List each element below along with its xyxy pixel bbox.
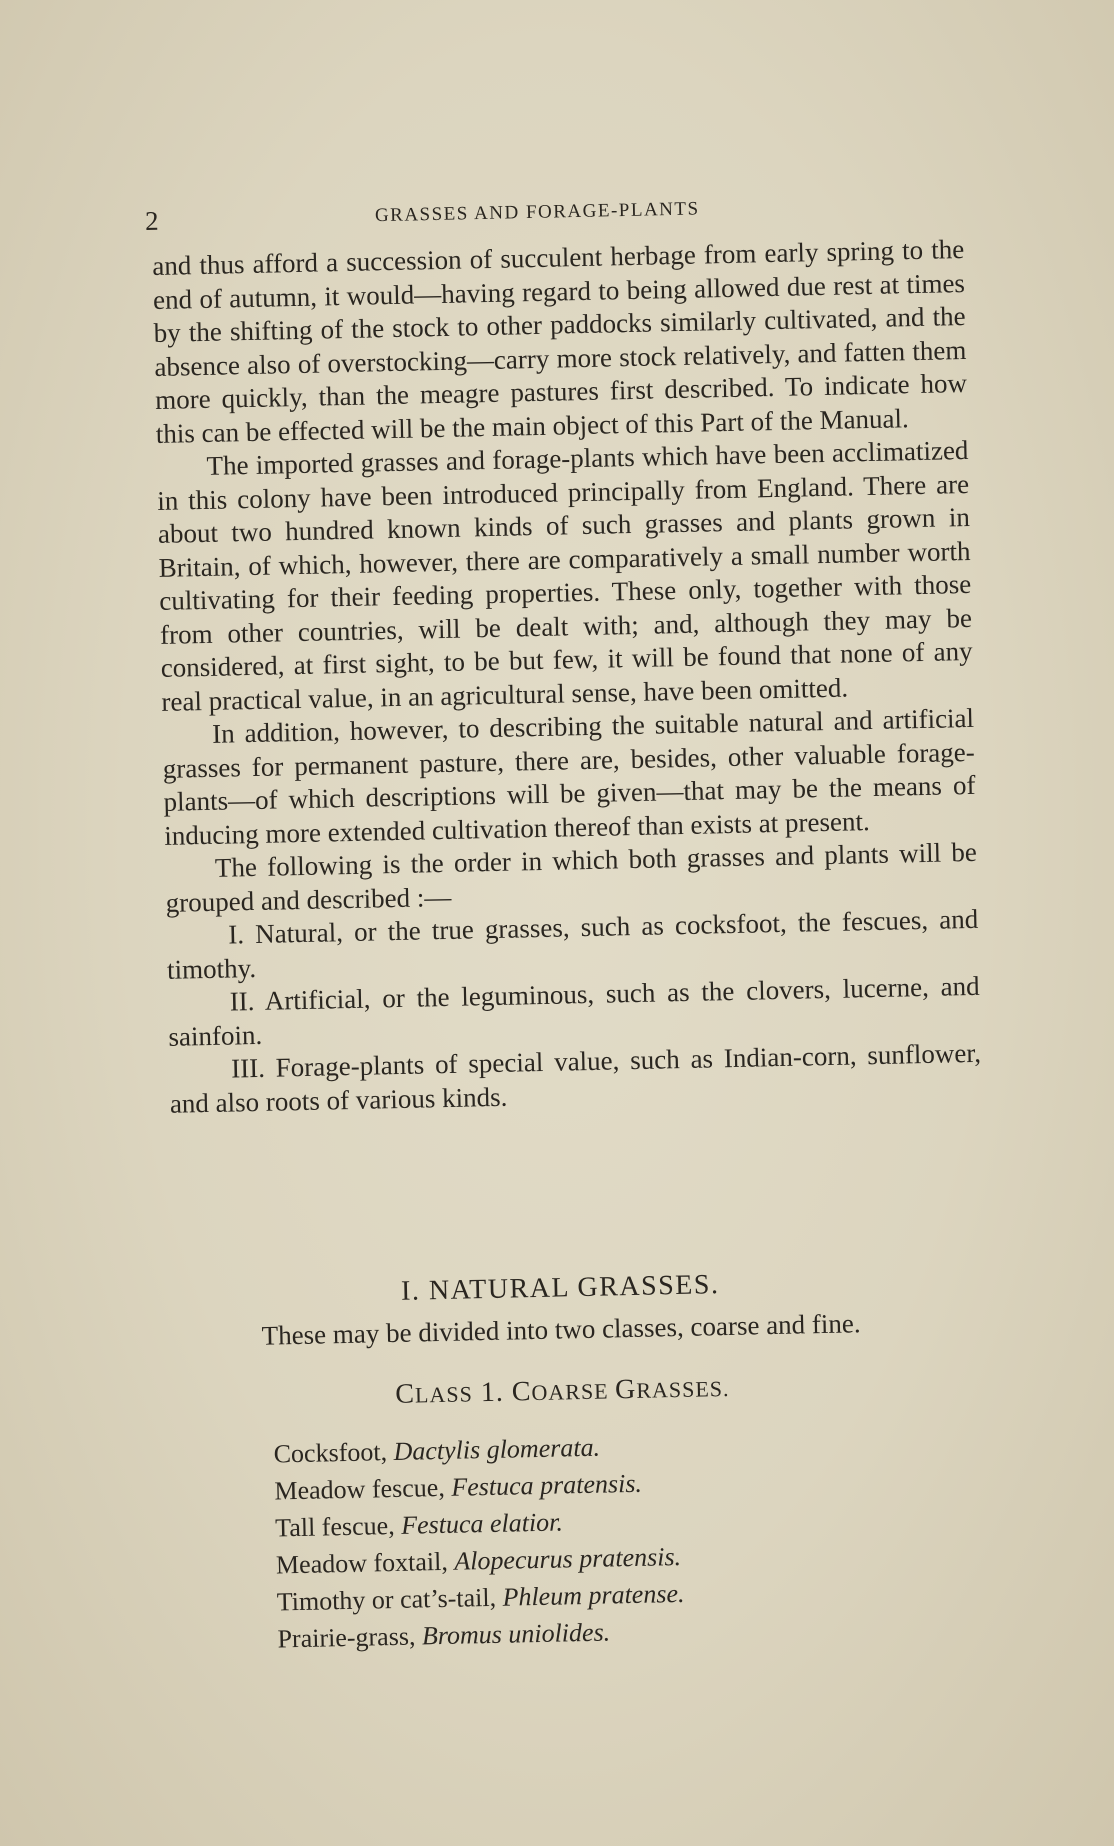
section-intro: These may be divided into two classes, coarse and fine. bbox=[261, 1308, 861, 1351]
group-item: II. Artificial, or the leguminous, such as the clovers, lucerne, and sainfoin. bbox=[168, 970, 980, 1052]
grass-latin-name: Dactylis glomerata. bbox=[393, 1432, 601, 1466]
class-title-part: C bbox=[394, 1378, 416, 1410]
page-header bbox=[145, 183, 966, 240]
class-title-part: RASSES. bbox=[636, 1375, 730, 1403]
running-head: GRASSES AND FORAGE-PLANTS bbox=[374, 198, 700, 227]
group-item: I. Natural, or the true grasses, such as cocksfoot, the fescues, and timothy. bbox=[166, 903, 979, 985]
group-item: III. Forage-plants of special value, such as Indian-corn, sunflower, and also roots of various kinds. bbox=[169, 1037, 982, 1119]
grass-latin-name: Alopecurus pratensis. bbox=[453, 1541, 682, 1576]
natural-grasses-section bbox=[200, 1265, 928, 1659]
body-text bbox=[152, 233, 982, 1121]
grass-list bbox=[273, 1422, 928, 1658]
grass-common-name: Cocksfoot, bbox=[273, 1436, 394, 1469]
paragraph: and thus afford a succession of succulent herbage from early spring to the end of autumn, it would—having regard to being allowed due rest at times by the shifting of the stock to other paddocks similarly cultivated, and the absence also of overstocking—carry more stock relatively, and fatten them more quickly, than the meagre pastures first described. To indicate how this can be effected will be the main object of this Part of the Manual. bbox=[152, 233, 968, 449]
paragraph: The imported grasses and forage-plants which have been acclimatized in this colony have been introduced principally from England. There are about two hundred known kinds of such grasses and plants grown in Britain, of which, however, there are comparatively a small number worth cultivating for their feeding properties. These only, together with those from other countries, will be dealt with; and, although they may be considered, at first sight, to be but few, it will be found that none of any real practical value, in an agricultural sense, have been omitted. bbox=[156, 434, 973, 717]
grass-latin-name: Bromus uniolides. bbox=[421, 1617, 611, 1651]
paragraph: The following is the order in which both grasses and plants will be grouped and described :— bbox=[165, 836, 978, 918]
grass-latin-name: Festuca pratensis. bbox=[450, 1468, 643, 1502]
class-title-part: OARSE bbox=[531, 1378, 609, 1406]
class-title-part: C bbox=[511, 1376, 532, 1408]
grass-common-name: Meadow fescue, bbox=[274, 1472, 452, 1506]
grass-latin-name: Festuca elatior. bbox=[400, 1507, 564, 1540]
class-title-part: LASS bbox=[414, 1381, 474, 1408]
grass-common-name: Timothy or cat’s-tail, bbox=[276, 1582, 503, 1617]
section-title: I. NATURAL GRASSES. bbox=[400, 1269, 720, 1307]
class-title-part: 1. bbox=[472, 1376, 513, 1409]
page-number: 2 bbox=[144, 205, 159, 236]
paragraph: In addition, however, to describing the suitable natural and artificial grasses for permanent pasture, there are, besides, other valuable forage-plants—of which descriptions will be given—that may be the means of inducing more extended cultivation thereof than exists at present. bbox=[162, 702, 976, 851]
grass-common-name: Prairie-grass, bbox=[277, 1621, 423, 1654]
class-title bbox=[202, 1368, 923, 1415]
class-title-part: G bbox=[614, 1373, 637, 1406]
grass-latin-name: Phleum pratense. bbox=[502, 1578, 685, 1612]
grass-common-name: Tall fescue, bbox=[274, 1510, 402, 1543]
grass-common-name: Meadow foxtail, bbox=[275, 1546, 455, 1580]
